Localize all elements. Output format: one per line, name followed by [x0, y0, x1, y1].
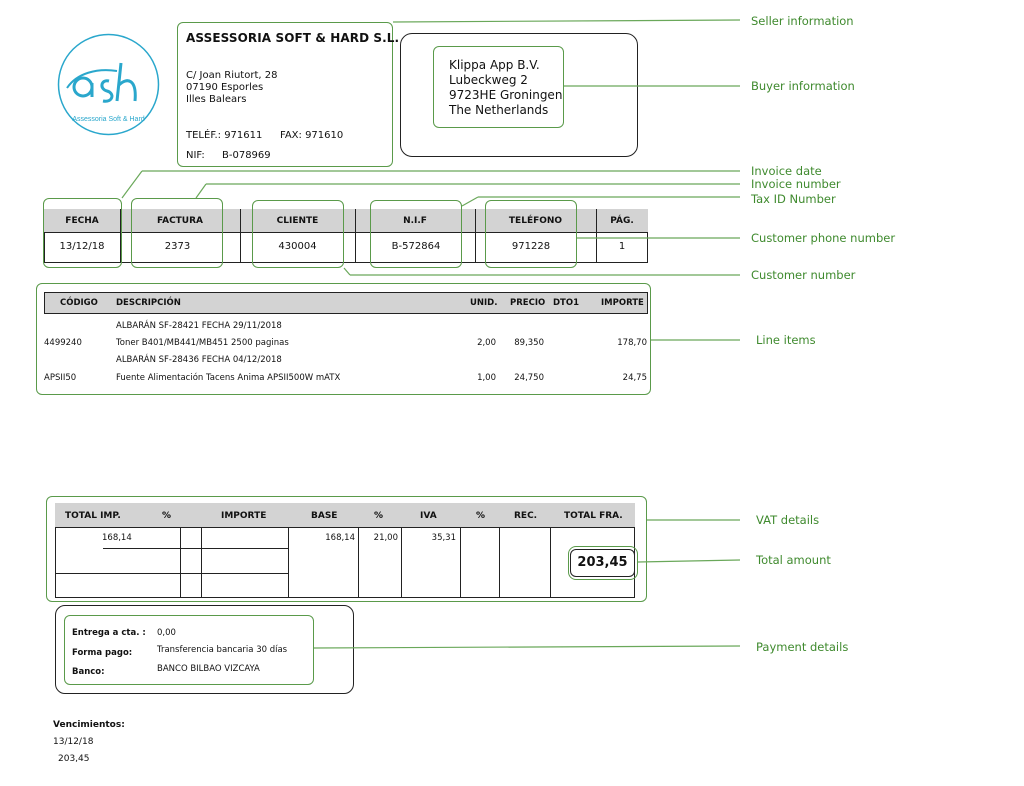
payment-entrega: 0,00 [157, 628, 176, 638]
vat-iva-pct: 21,00 [373, 533, 398, 543]
header-nif: N.I.F [403, 216, 427, 226]
col-descripcion: DESCRIPCIÓN [116, 298, 181, 308]
vat-col-total-imp: TOTAL IMP. [65, 511, 121, 521]
line-item-units: 1,00 [477, 373, 496, 383]
annotation-customer-number: Customer number [751, 268, 856, 282]
annotation-tax-id: Tax ID Number [751, 192, 836, 206]
annotation-line-items: Line items [756, 333, 816, 347]
invoice-date: 13/12/18 [59, 241, 105, 252]
annotation-vat-details: VAT details [756, 513, 820, 527]
header-telefono: TELÉFONO [508, 216, 563, 226]
annotation-seller: Seller information [751, 14, 854, 28]
line-item-price: 24,750 [514, 373, 544, 383]
seller-name: ASSESSORIA SOFT & HARD S.L. [186, 31, 400, 45]
vat-col-base: BASE [311, 511, 338, 521]
seller-address-line: 07190 Esporles [186, 82, 264, 93]
payment-method: Transferencia bancaria 30 días [157, 645, 288, 655]
buyer-line: Lubeckweg 2 [449, 73, 528, 87]
line-item-description: ALBARÁN SF-28421 FECHA 29/11/2018 [116, 321, 282, 331]
page-number: 1 [618, 241, 626, 252]
payment-bank-label: Banco: [72, 667, 105, 677]
header-pag: PÁG. [610, 216, 634, 226]
customer-nif: B-572864 [391, 241, 441, 252]
line-item-amount: 24,75 [622, 373, 647, 383]
due-amount: 203,45 [58, 754, 90, 764]
vat-col-rec: REC. [514, 511, 538, 521]
payment-entrega-label: Entrega a cta. : [72, 628, 146, 638]
payment-bank: BANCO BILBAO VIZCAYA [157, 664, 260, 674]
col-unid: UNID. [470, 298, 498, 308]
seller-address-line: Illes Balears [186, 94, 247, 105]
vat-total-imp: 168,14 [102, 533, 132, 543]
vat-iva: 35,31 [431, 533, 456, 543]
buyer-line: The Netherlands [449, 103, 549, 117]
seller-nif: B-078969 [222, 150, 271, 161]
line-item-amount: 178,70 [617, 338, 647, 348]
line-item-description: Fuente Alimentación Tacens Anima APSII500W mATX [116, 373, 341, 383]
logo-caption: Assessoria Soft & Hard [72, 116, 145, 123]
annotation-invoice-date: Invoice date [751, 164, 822, 178]
annotation-payment-details: Payment details [756, 640, 849, 654]
vat-col-iva: IVA [420, 511, 437, 521]
customer-phone: 971228 [511, 241, 551, 252]
due-dates-label: Vencimientos: [53, 720, 125, 730]
col-precio: PRECIO [510, 298, 546, 308]
line-item-description: Toner B401/MB441/MB451 2500 paginas [116, 338, 289, 348]
seller-address-line: C/ Joan Riutort, 28 [186, 70, 278, 81]
vat-col-total-fra: TOTAL FRA. [564, 511, 623, 521]
col-codigo: CÓDIGO [60, 298, 98, 308]
header-cliente: CLIENTE [276, 216, 319, 226]
line-item-units: 2,00 [477, 338, 496, 348]
vat-col-pct: % [476, 511, 486, 521]
annotation-total-amount: Total amount [756, 553, 831, 567]
vat-col-pct: % [374, 511, 384, 521]
seller-phone: TELÉF.: 971611 [186, 130, 263, 141]
annotation-customer-phone: Customer phone number [751, 231, 896, 245]
line-item-description: ALBARÁN SF-28436 FECHA 04/12/2018 [116, 355, 282, 365]
due-date: 13/12/18 [53, 737, 94, 747]
annotation-buyer: Buyer information [751, 79, 855, 93]
col-dto: DTO1 [553, 298, 579, 308]
buyer-line: 9723HE Groningen [449, 88, 563, 102]
seller-fax: FAX: 971610 [280, 130, 344, 141]
line-item-code: APSII50 [44, 373, 77, 383]
buyer-line: Klippa App B.V. [449, 58, 540, 72]
line-item-price: 89,350 [514, 338, 544, 348]
vat-col-importe: IMPORTE [221, 511, 267, 521]
total-amount: 203,45 [577, 555, 628, 570]
col-importe: IMPORTE [601, 298, 644, 308]
line-item-code: 4499240 [44, 338, 82, 348]
header-factura: FACTURA [156, 216, 204, 226]
seller-nif-label: NIF: [186, 150, 205, 161]
payment-method-label: Forma pago: [72, 648, 133, 658]
vat-base: 168,14 [325, 533, 355, 543]
header-fecha: FECHA [65, 216, 99, 226]
invoice-number: 2373 [164, 241, 191, 252]
annotation-invoice-number: Invoice number [751, 177, 841, 191]
customer-number: 430004 [278, 241, 317, 252]
vat-col-pct: % [162, 511, 172, 521]
